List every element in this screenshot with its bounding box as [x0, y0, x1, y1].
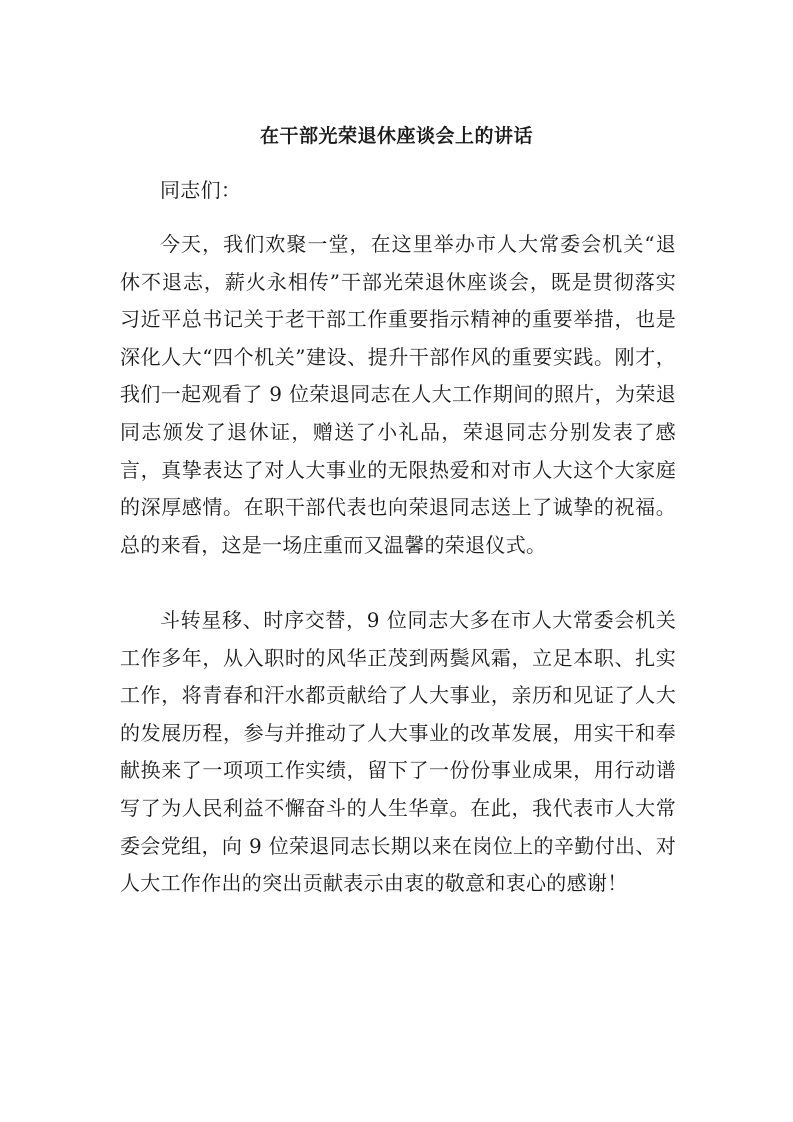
paragraph-1: 今天，我们欢聚一堂，在这里举办市人大常委会机关“退休不退志，薪火永相传”干部光荣退休座谈会，既是贯彻落实习近平总书记关于老干部工作重要指示精神的重要举措，也是深化人大“四个机关”建设、提升干部作风的重要实践。刚才，我们一起观看了 9 位荣退同志在人大工作期间的照片，为荣退同志颁发了退休证，赠送了小礼品，荣退同志分别发表了感言，真挚表达了对人大事业的无限热爱和对市人大这个大家庭的深厚感情。在职干部代表也向荣退同志送上了诚挚的祝福。总的来看，这是一场庄重而又温馨的荣退仪式。	[120, 232, 676, 557]
paragraph-2: 斗转星移、时序交替，9 位同志大多在市人大常委会机关工作多年，从入职时的风华正茂到两鬓风霜，立足本职、扎实工作，将青春和汗水都贡献给了人大事业，亲历和见证了人大的发展历程，参与并推动了人大事业的改革发展，用实干和奉献换来了一项项工作实绩，留下了一份份事业成果，用行动谱写了为人民利益不懈奋斗的人生华章。在此，我代表市人大常委会党组，向 9 位荣退同志长期以来在岗位上的辛勤付出、对人大工作作出的突出贡献表示由衷的敬意和衷心的感谢！	[120, 608, 676, 896]
document-title: 在干部光荣退休座谈会上的讲话	[259, 125, 533, 147]
greeting: 同志们：	[160, 178, 242, 202]
